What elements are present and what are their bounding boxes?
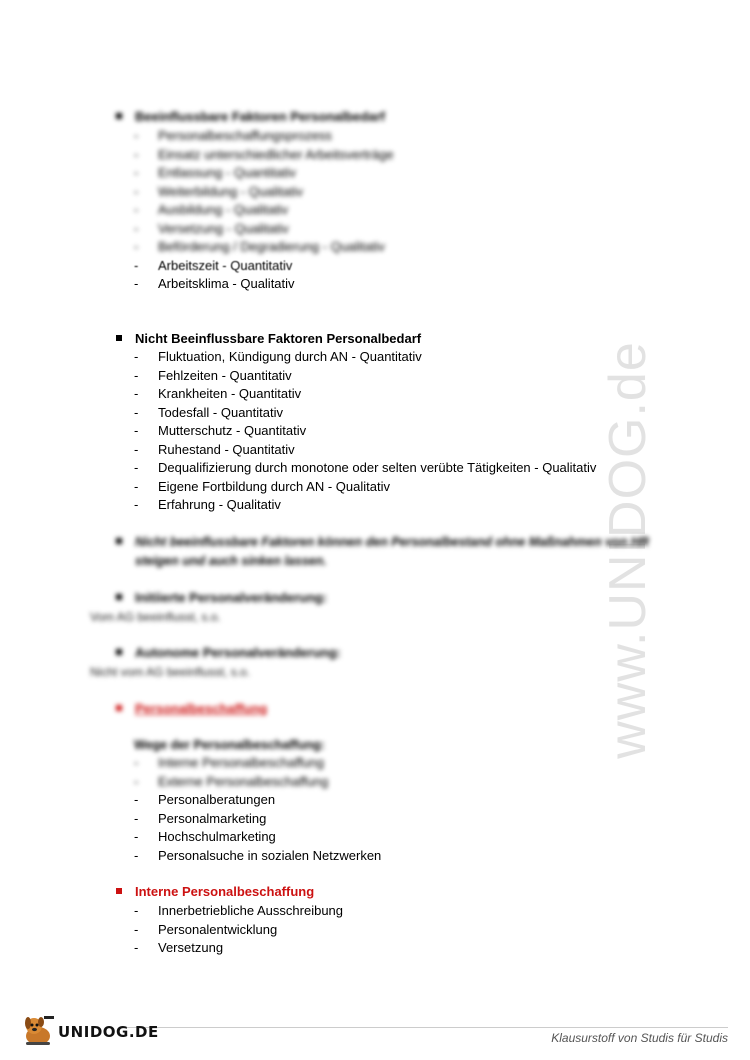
bullet-icon — [116, 705, 122, 711]
section4-text: Nicht vom AG beeinflusst, s.o. — [90, 665, 251, 679]
bullet-icon — [116, 538, 122, 544]
bullet-icon — [116, 888, 122, 894]
list-item: - Personalberatungen — [134, 792, 276, 807]
list-item: - Personalmarketing — [134, 810, 267, 826]
bullet-icon — [116, 594, 122, 600]
list-item: - Personalbeschaffungsprozess — [134, 128, 332, 143]
watermark: www.UNIDOG.de — [599, 341, 657, 759]
list-item: - Innerbetriebliche Ausschreibung — [134, 903, 344, 918]
bullet-icon — [116, 649, 122, 655]
list-item: - Dequalifizierung durch monotone oder selten verübte Tätigkeiten - Qualitativ — [134, 460, 597, 475]
list-item: - Personalentwicklung — [134, 921, 278, 937]
list-item: - Externe Personalbeschaffung — [134, 773, 329, 789]
section1-heading-text: Beeinflussbare Faktoren Personalbedarf — [135, 109, 385, 124]
list-item: - Ausbildung - Qualitativ — [134, 202, 289, 217]
list-item: - Fehlzeiten - Quantitativ — [134, 367, 292, 383]
section3-heading: Initiierte Personalveränderung: — [116, 589, 327, 607]
bullet-icon — [116, 335, 122, 341]
list-item: - Krankheiten - Quantitativ — [134, 386, 302, 401]
list-item: - Ruhestand - Quantitativ — [134, 441, 295, 457]
footer-divider — [120, 1027, 728, 1028]
section2-heading — [116, 330, 421, 348]
list-item: - Entlassung - Quantitativ — [134, 165, 297, 180]
list-item: - Versetzung - Qualitativ — [134, 220, 289, 236]
list-item: - Einsatz unterschiedlicher Arbeitsverträge — [134, 146, 394, 162]
logo-text: UNIDOG.DE — [58, 1023, 159, 1041]
section2-heading-text: Nicht Beeinflussbare Faktoren Personalbedarf — [135, 331, 422, 346]
note-bullet — [116, 533, 135, 551]
section5-heading: Personalbeschaffung — [116, 700, 267, 718]
list-item: - Beförderung / Degradierung - Qualitativ — [134, 239, 385, 254]
list-item: - Weiterbildung - Qualitativ — [134, 183, 303, 199]
bullet-icon — [116, 113, 122, 119]
dog-mascot-icon — [20, 1014, 56, 1048]
list-item: - Fluktuation, Kündigung durch AN - Quantitativ — [134, 349, 422, 364]
list-item: - Arbeitszeit - Quantitativ — [134, 257, 293, 273]
section5-list — [134, 754, 381, 865]
section6-heading: Interne Personalbeschaffung — [116, 883, 314, 901]
section2-list — [134, 348, 596, 515]
section6-list — [134, 902, 343, 958]
list-item: - Todesfall - Quantitativ — [134, 404, 284, 420]
footer-tagline: Klausurstoff von Studis für Studis — [551, 1031, 728, 1045]
section5-subheading: Wege der Personalbeschaffung: — [134, 738, 325, 752]
list-item: - Hochschulmarketing — [134, 829, 276, 844]
list-item: - Interne Personalbeschaffung — [134, 755, 324, 770]
list-item: - Personalsuche in sozialen Netzwerken — [134, 847, 382, 863]
section1-heading — [116, 108, 385, 126]
list-item: - Erfahrung - Qualitativ — [134, 497, 281, 512]
list-item: - Arbeitsklima - Qualitativ — [134, 276, 295, 291]
section3-text: Vom AG beeinflusst, s.o. — [90, 610, 221, 624]
note-text: Nicht beeinflussbare Faktoren können den Personalbestand ohne Maßnahmen von HR steigen und auch sinken lassen. — [135, 535, 649, 568]
section4-heading: Autonome Personalveränderung: — [116, 644, 341, 662]
list-item: - Mutterschutz - Quantitativ — [134, 423, 307, 438]
section1-list — [134, 127, 394, 294]
list-item: - Eigene Fortbildung durch AN - Qualitativ — [134, 478, 390, 494]
unidog-logo — [20, 1014, 160, 1050]
list-item: - Versetzung — [134, 940, 224, 955]
